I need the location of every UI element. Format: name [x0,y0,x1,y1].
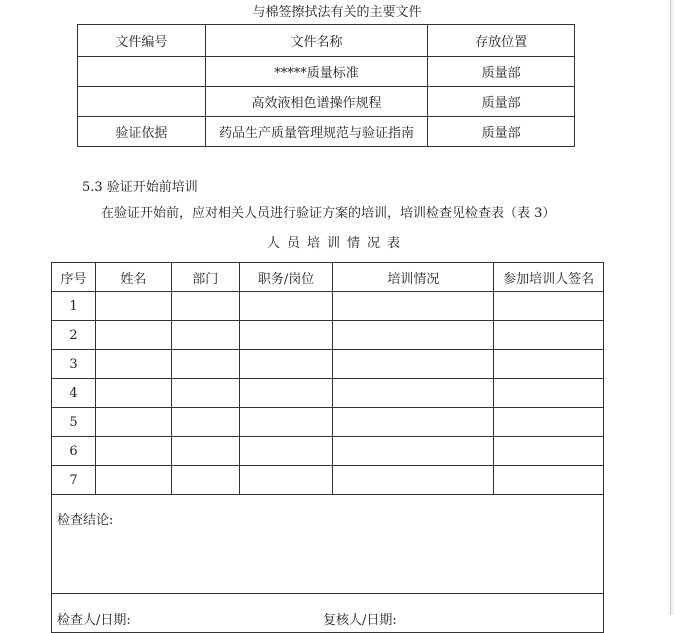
row-number: 2 [52,321,96,350]
training-table-title: 人员培训情况表 [266,236,407,251]
file-code-cell [78,87,206,117]
department-cell[interactable] [171,379,239,408]
reviewer-label: 复核人/日期: [323,613,397,628]
files-table [77,24,575,147]
training-status-cell[interactable] [333,292,494,321]
name-cell[interactable] [95,321,171,350]
signature-cell[interactable] [494,437,604,466]
header-position: 职务/岗位 [239,263,333,292]
training-status-cell[interactable] [333,408,494,437]
header-department: 部门 [171,263,239,292]
department-cell[interactable] [171,437,239,466]
position-cell[interactable] [239,437,333,466]
signature-cell[interactable] [494,466,604,495]
table-row [52,437,604,466]
header-training-status: 培训情况 [333,263,494,292]
training-status-cell[interactable] [333,437,494,466]
table-row [52,350,604,379]
training-table-header-row [52,263,604,292]
training-status-cell[interactable] [333,350,494,379]
training-status-cell[interactable] [333,379,494,408]
file-code-cell [78,57,206,87]
training-paragraph: 在验证开始前，应对相关人员进行验证方案的培训，培训检查见检查表（表 3） [101,206,556,221]
training-status-cell[interactable] [333,321,494,350]
header-seq: 序号 [52,263,96,292]
department-cell[interactable] [171,466,239,495]
file-location-cell: 质量部 [428,57,575,87]
table-row [52,408,604,437]
header-signature: 参加培训人签名 [494,263,604,292]
name-cell[interactable] [95,408,171,437]
conclusion-cell[interactable] [52,495,604,594]
signature-row [52,594,604,633]
name-cell[interactable] [95,437,171,466]
files-table-title: 与棉签擦拭法有关的主要文件 [252,5,422,20]
header-file-name: 文件名称 [205,25,428,57]
files-table-header-row [78,25,575,57]
department-cell[interactable] [171,350,239,379]
page-edge-scrollbar [670,0,674,615]
files-table-row [78,117,575,147]
signature-cell[interactable] [494,350,604,379]
department-cell[interactable] [171,321,239,350]
file-name-cell: *****质量标准 [205,57,428,87]
conclusion-label: 检查结论: [57,513,114,528]
table-row [52,321,604,350]
table-row [52,379,604,408]
name-cell[interactable] [95,292,171,321]
inspector-label: 检查人/日期: [57,613,131,628]
position-cell[interactable] [239,292,333,321]
position-cell[interactable] [239,466,333,495]
position-cell[interactable] [239,321,333,350]
row-number: 3 [52,350,96,379]
position-cell[interactable] [239,350,333,379]
position-cell[interactable] [239,408,333,437]
file-code-cell: 验证依据 [78,117,206,147]
row-number: 7 [52,466,96,495]
conclusion-row [52,495,604,594]
row-number: 4 [52,379,96,408]
training-table [51,262,604,633]
training-status-cell[interactable] [333,466,494,495]
signature-cell[interactable] [494,321,604,350]
files-table-row [78,57,575,87]
signature-cell[interactable] [494,408,604,437]
sign-cell[interactable] [52,594,604,633]
signature-cell[interactable] [494,379,604,408]
section-heading: 5.3 验证开始前培训 [82,180,198,195]
file-location-cell: 质量部 [428,117,575,147]
name-cell[interactable] [95,379,171,408]
position-cell[interactable] [239,379,333,408]
name-cell[interactable] [95,350,171,379]
files-table-row [78,87,575,117]
row-number: 1 [52,292,96,321]
header-name: 姓名 [95,263,171,292]
file-name-cell: 高效液相色谱操作规程 [205,87,428,117]
signature-cell[interactable] [494,292,604,321]
file-name-cell: 药品生产质量管理规范与验证指南 [205,117,428,147]
row-number: 6 [52,437,96,466]
header-file-location: 存放位置 [428,25,575,57]
file-location-cell: 质量部 [428,87,575,117]
name-cell[interactable] [95,466,171,495]
table-row [52,292,604,321]
row-number: 5 [52,408,96,437]
table-row [52,466,604,495]
department-cell[interactable] [171,292,239,321]
header-file-code: 文件编号 [78,25,206,57]
department-cell[interactable] [171,408,239,437]
